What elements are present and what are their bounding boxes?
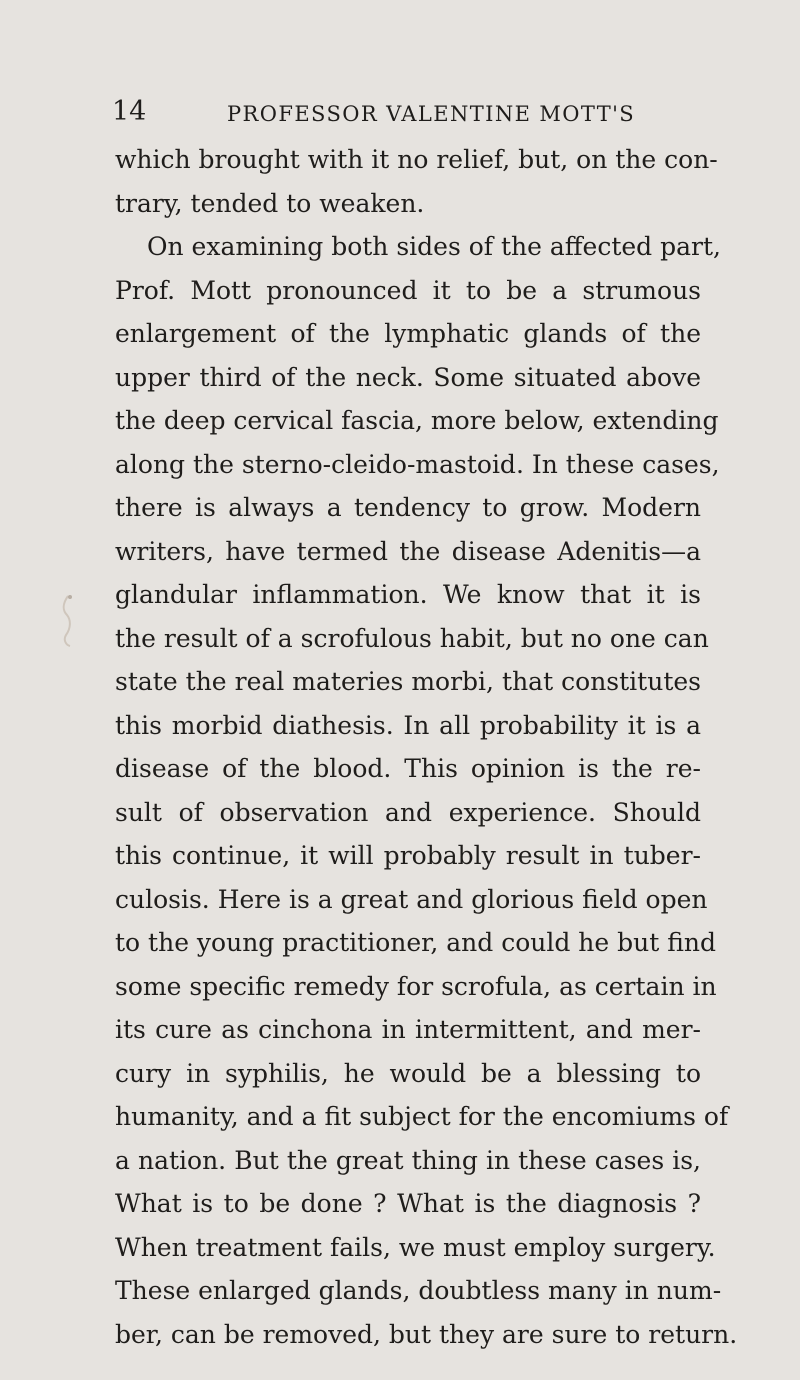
- page-header: [112, 92, 702, 132]
- text-line: the result of a scrofulous habit, but no one can: [115, 623, 709, 653]
- text-line: When treatment fails, we must employ surgery.: [115, 1232, 716, 1262]
- text-line: These enlarged glands, doubtless many in num-: [115, 1276, 722, 1305]
- margin-stain-mark: [58, 592, 78, 648]
- text-line: ber, can be removed, but they are sure to return.: [115, 1319, 738, 1349]
- text-line: disease of the blood. This opinion is the re-: [115, 754, 701, 783]
- text-line: What is to be done ? What is the diagnosis ?: [115, 1189, 701, 1218]
- text-line: On examining both sides of the affected part,: [147, 232, 721, 261]
- body-text: [115, 138, 738, 1356]
- text-line: the deep cervical fascia, more below, extending: [115, 406, 719, 435]
- text-line: writers, have termed the disease Adenitis—a: [115, 536, 701, 566]
- text-line: sult of observation and experience. Should: [115, 797, 701, 827]
- text-line: glandular inflammation. We know that it is: [115, 580, 701, 609]
- text-line: to the young practitioner, and could he but find: [115, 928, 717, 957]
- text-line: there is always a tendency to grow. Modern: [115, 493, 701, 522]
- text-line: enlargement of the lymphatic glands of the: [115, 319, 701, 348]
- text-line: Prof. Mott pronounced it to be a strumous: [115, 275, 701, 305]
- text-line: cury in syphilis, he would be a blessing to: [115, 1058, 701, 1088]
- text-line: which brought with it no relief, but, on the con-: [115, 145, 718, 174]
- text-line: trary, tended to weaken.: [115, 188, 425, 218]
- text-line: humanity, and a fit subject for the encomiums of: [115, 1102, 729, 1131]
- text-line: its cure as cinchona in intermittent, and mer-: [115, 1015, 701, 1044]
- text-line: along the sterno-cleido-mastoid. In these cases,: [115, 449, 720, 479]
- text-line: upper third of the neck. Some situated above: [115, 362, 701, 392]
- text-line: some specific remedy for scrofula, as certain in: [115, 971, 717, 1001]
- running-title: PROFESSOR VALENTINE MOTT'S: [227, 102, 636, 126]
- text-line: a nation. But the great thing in these cases is,: [115, 1145, 701, 1175]
- text-line: culosis. Here is a great and glorious field open: [115, 884, 708, 914]
- page-number: 14: [112, 96, 147, 127]
- text-line: state the real materies morbi, that constitutes: [115, 667, 701, 696]
- text-line: this continue, it will probably result in tuber-: [115, 841, 701, 870]
- text-line: this morbid diathesis. In all probability it is a: [115, 710, 701, 740]
